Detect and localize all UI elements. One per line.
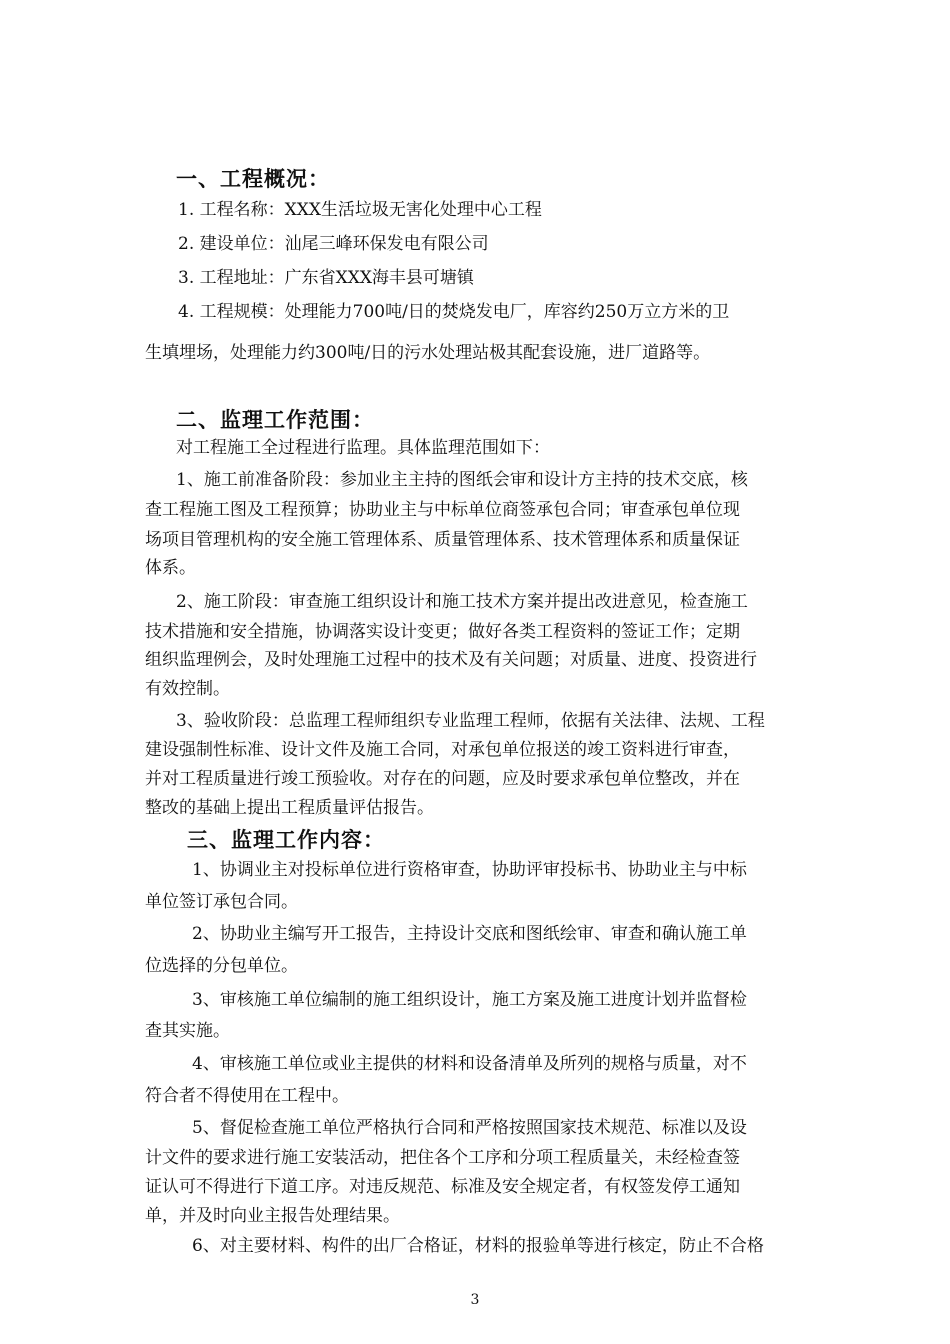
section2-line: 并对工程质量进行竣工预验收。对存在的问题，应及时要求承包单位整改，并在	[145, 769, 740, 789]
section3-line: 位选择的分包单位。	[145, 956, 298, 976]
section1-heading: 一、工程概况：	[176, 167, 330, 191]
section3-heading: 三、监理工作内容：	[187, 828, 385, 852]
section3-line: 符合者不得使用在工程中。	[145, 1086, 349, 1106]
section1-item: 2. 建设单位：汕尾三峰环保发电有限公司	[178, 234, 489, 254]
section2-line: 组织监理例会，及时处理施工过程中的技术及有关问题；对质量、进度、投资进行	[145, 650, 757, 670]
section1-item: 4. 工程规模：处理能力700吨/日的焚烧发电厂，库容约250万立方米的卫	[178, 302, 730, 322]
section3-line: 证认可不得进行下道工序。对违反规范、标准及安全规定者，有权签发停工通知	[145, 1177, 740, 1197]
section3-line: 3、审核施工单位编制的施工组织设计，施工方案及施工进度计划并监督检	[192, 990, 747, 1010]
section2-line: 1、施工前准备阶段：参加业主主持的图纸会审和设计方主持的技术交底，核	[176, 470, 748, 490]
section3-line: 单，并及时向业主报告处理结果。	[145, 1206, 400, 1226]
section2-line: 对工程施工全过程进行监理。具体监理范围如下：	[176, 438, 550, 458]
section3-line: 6、对主要材料、构件的出厂合格证，材料的报验单等进行核定，防止不合格	[192, 1236, 764, 1256]
section2-line: 体系。	[145, 558, 196, 578]
section3-line: 单位签订承包合同。	[145, 892, 298, 912]
section1-item: 3. 工程地址：广东省XXX海丰县可塘镇	[178, 268, 474, 288]
section3-line: 5、督促检查施工单位严格执行合同和严格按照国家技术规范、标准以及设	[192, 1118, 747, 1138]
page-number: 3	[470, 1292, 480, 1308]
section2-line: 建设强制性标准、设计文件及施工合同，对承包单位报送的竣工资料进行审查，	[145, 740, 740, 760]
section1-item: 生填埋场，处理能力约300吨/日的污水处理站极其配套设施，进厂道路等。	[145, 343, 711, 363]
section3-line: 1、协调业主对投标单位进行资格审查，协助评审投标书、协助业主与中标	[192, 860, 747, 880]
section3-line: 2、协助业主编写开工报告，主持设计交底和图纸绘审、审查和确认施工单	[192, 924, 747, 944]
section3-line: 查其实施。	[145, 1021, 230, 1041]
section3-line: 计文件的要求进行施工安装活动，把住各个工序和分项工程质量关，未经检查签	[145, 1148, 740, 1168]
section2-line: 技术措施和安全措施，协调落实设计变更；做好各类工程资料的签证工作；定期	[145, 622, 740, 642]
section3-line: 4、审核施工单位或业主提供的材料和设备清单及所列的规格与质量，对不	[192, 1054, 747, 1074]
section1-item: 1. 工程名称：XXX生活垃圾无害化处理中心工程	[178, 200, 542, 220]
section2-line: 有效控制。	[145, 679, 230, 699]
section2-line: 场项目管理机构的安全施工管理体系、质量管理体系、技术管理体系和质量保证	[145, 530, 740, 550]
section2-line: 3、验收阶段：总监理工程师组织专业监理工程师，依据有关法律、法规、工程	[176, 711, 765, 731]
section2-line: 查工程施工图及工程预算；协助业主与中标单位商签承包合同；审查承包单位现	[145, 500, 740, 520]
section2-line: 2、施工阶段：审查施工组织设计和施工技术方案并提出改进意见，检查施工	[176, 592, 748, 612]
section2-heading: 二、监理工作范围：	[176, 408, 374, 432]
section2-line: 整改的基础上提出工程质量评估报告。	[145, 798, 434, 818]
